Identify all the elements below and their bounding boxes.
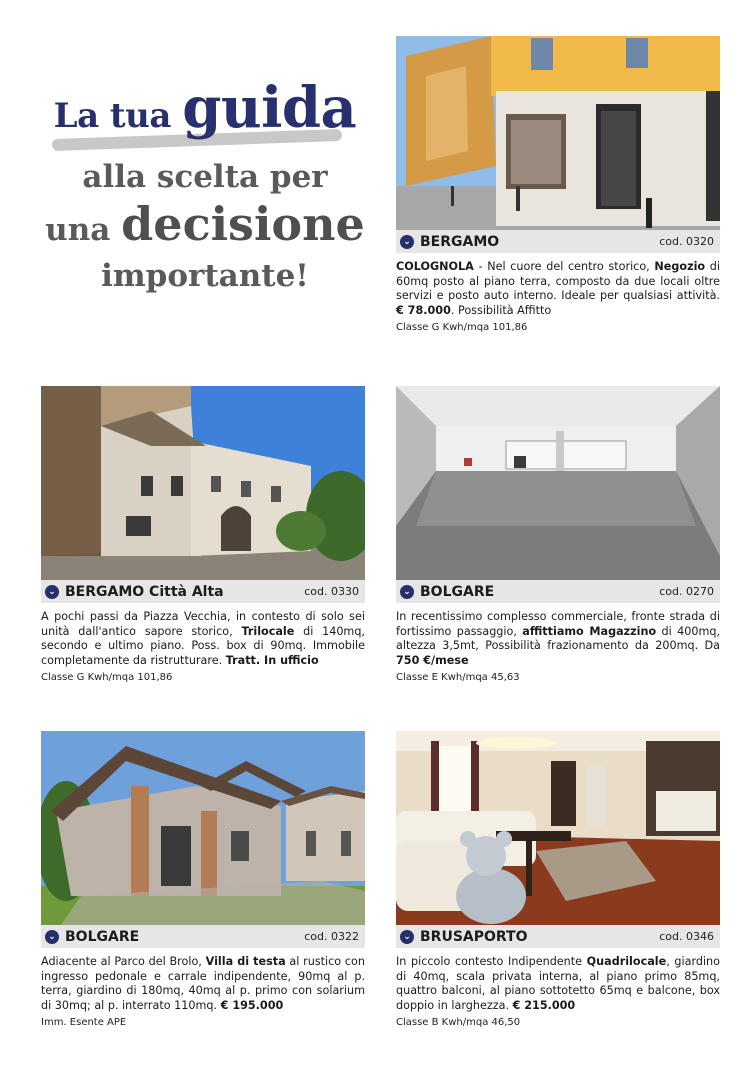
headline-guida: guida: [182, 75, 357, 141]
description-highlight: € 78.000: [396, 303, 451, 317]
listing-code: cod. 0330: [304, 585, 359, 598]
listing-location: [400, 234, 499, 250]
description-highlight: Villa di testa: [205, 955, 286, 968]
listing-card-0320[interactable]: [396, 36, 720, 333]
description-text: Adiacente al Parco del Brolo,: [41, 955, 206, 968]
listing-energy-class: Classe E Kwh/mqa 45,63: [396, 672, 520, 684]
description-text: , giardino di 40mq, scala privata interna, al piano primo 85mq, quattro balconi, al piano sottotetto 65mq e balcone, box doppio in larghezza.: [396, 955, 720, 1012]
description-highlight: COLOGNOLA: [396, 260, 474, 273]
listing-header-bar: [396, 580, 720, 603]
headline-line-2: alla scelta per: [82, 159, 328, 195]
description-highlight: € 195.000: [220, 998, 284, 1012]
listing-description: [396, 260, 720, 318]
listing-header-bar: [396, 230, 720, 253]
listing-photo-warehouse[interactable]: [396, 386, 720, 580]
location-pin-icon: ⌄: [400, 235, 414, 249]
location-pin-icon: ⌄: [45, 585, 59, 599]
listing-location-label: BERGAMO: [420, 233, 500, 250]
description-text: A pochi passi da Piazza Vecchia, in contesto di solo sei unità dall'antico sapore storico,: [41, 610, 365, 638]
listing-location-label: BRUSAPORTO: [420, 928, 528, 945]
listing-code: cod. 0346: [659, 930, 714, 943]
description-text: In piccolo contesto Indipendente: [396, 955, 587, 968]
listing-location: [400, 929, 528, 945]
location-pin-icon: ⌄: [45, 930, 59, 944]
listing-photo-street-shop[interactable]: [396, 36, 720, 230]
listing-code: cod. 0320: [659, 235, 714, 248]
description-highlight: Negozio: [654, 260, 706, 273]
description-highlight: Tratt. In ufficio: [225, 653, 319, 667]
listing-photo-villa[interactable]: [41, 731, 365, 925]
description-text: - Nel cuore del centro storico,: [473, 260, 655, 273]
headline-la-tua: La tua: [53, 96, 171, 136]
description-text: . Possibilità Affitto: [450, 303, 552, 317]
listing-description: [41, 610, 365, 668]
description-highlight: € 215.000: [512, 998, 576, 1012]
listing-photo-historic-building[interactable]: [41, 386, 365, 580]
listing-energy-class: Imm. Esente APE: [41, 1017, 127, 1029]
listing-code: cod. 0270: [659, 585, 714, 598]
listing-header-bar: [396, 925, 720, 948]
listing-card-0330[interactable]: [41, 386, 365, 683]
location-pin-icon: ⌄: [400, 585, 414, 599]
description-highlight: Trilocale: [241, 624, 295, 638]
headline-line-4: importante!: [101, 258, 309, 294]
listing-description: [41, 955, 365, 1013]
description-text: di 400mq, altezza 3,5mt, Possibilità frazionamento da 200mq. Da: [396, 624, 720, 653]
listing-location: [400, 584, 494, 600]
listing-location: [45, 929, 139, 945]
listing-photo-living-room[interactable]: [396, 731, 720, 925]
listing-card-0322[interactable]: [41, 731, 365, 1028]
listing-card-0270[interactable]: [396, 386, 720, 683]
description-highlight: Quadrilocale: [586, 955, 667, 968]
description-text: di 140mq, secondo e ultimo piano. Poss. box di 90mq. Immobile completamente da ristrutturare.: [41, 624, 365, 667]
location-pin-icon: ⌄: [400, 930, 414, 944]
listing-header-bar: [41, 580, 365, 603]
listing-location-label: BOLGARE: [65, 928, 140, 945]
headline: [40, 75, 370, 296]
listing-code: cod. 0322: [304, 930, 359, 943]
headline-line-1: [40, 75, 370, 146]
listing-energy-class: Classe B Kwh/mqa 46,50: [396, 1017, 521, 1029]
description-highlight: 750 €/mese: [396, 653, 469, 667]
description-text: al rustico con ingresso pedonale e carrale indipendente, 90mq al p. terra, giardino di 180mq, 40mq al p. primo con solarium di 30mq; al p. interrato 110mq.: [41, 955, 365, 1012]
listing-location-label: BOLGARE: [420, 583, 495, 600]
description-text: di 60mq posto al piano terra, composto da due locali oltre servizi e posto auto interno. Ideale per qualsiasi attività.: [396, 260, 720, 303]
headline-una: una: [45, 212, 111, 248]
listing-location: [45, 584, 224, 600]
headline-decisione: decisione: [121, 197, 365, 251]
headline-line-3: [40, 198, 370, 256]
listing-header-bar: [41, 925, 365, 948]
listing-location-label: BERGAMO Città Alta: [65, 583, 224, 600]
listing-card-0346[interactable]: [396, 731, 720, 1028]
listing-description: [396, 955, 720, 1013]
listing-description: [396, 610, 720, 668]
listing-energy-class: Classe G Kwh/mqa 101,86: [396, 322, 528, 334]
listing-energy-class: Classe G Kwh/mqa 101,86: [41, 672, 173, 684]
description-text: In recentissimo complesso commerciale, fronte strada di fortissimo passaggio,: [396, 610, 720, 638]
description-highlight: affittiamo Magazzino: [522, 624, 657, 638]
